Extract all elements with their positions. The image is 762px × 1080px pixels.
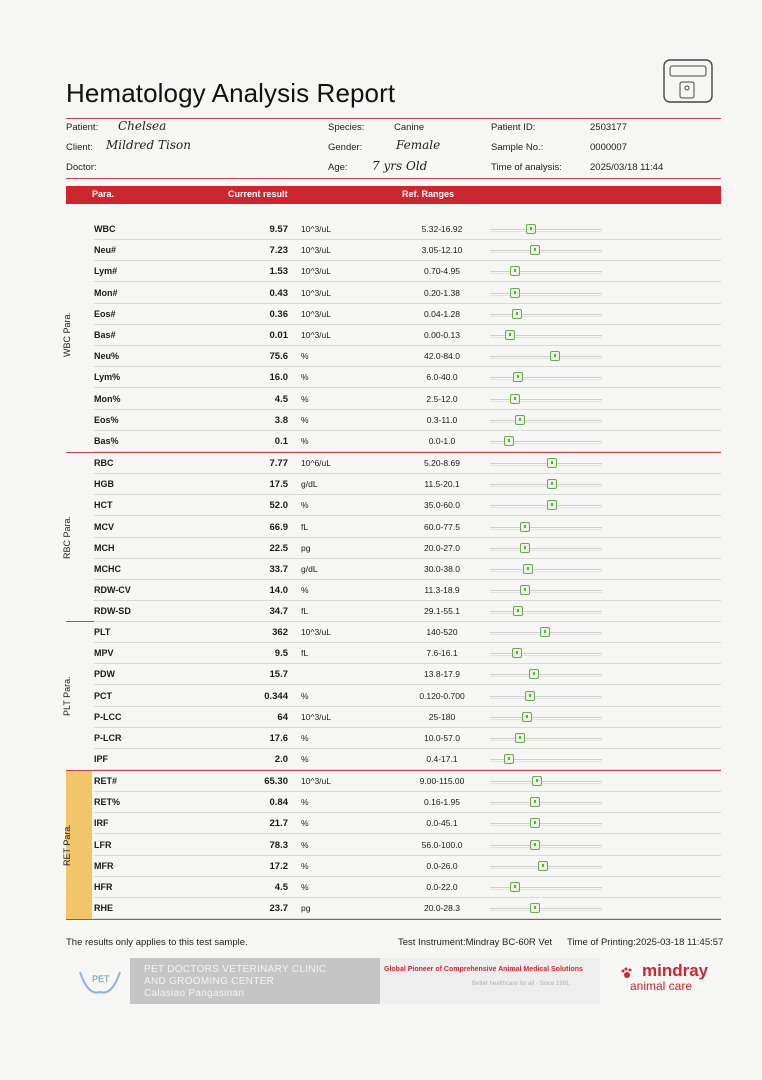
param-name: WBC xyxy=(94,224,116,234)
clinic-name-box xyxy=(130,958,380,1004)
param-unit: 10^3/uL xyxy=(301,224,331,234)
range-track-shadow xyxy=(490,529,602,530)
range-marker-icon xyxy=(520,522,530,532)
table-row xyxy=(66,389,721,410)
param-value: 0.43 xyxy=(269,287,288,299)
table-row xyxy=(66,538,721,559)
param-ref-range: 9.00-115.00 xyxy=(419,776,465,786)
param-ref-range: 7.6-16.1 xyxy=(426,648,458,659)
param-ref-range: 20.0-27.0 xyxy=(424,542,460,553)
param-name: HGB xyxy=(94,479,114,490)
range-track-shadow xyxy=(490,379,602,380)
printing-time: Time of Printing:2025-03-18 11:45:57 xyxy=(567,937,724,948)
param-name: Mon% xyxy=(94,393,121,404)
param-unit: fL xyxy=(301,648,309,659)
sample-no-label: Sample No.: xyxy=(491,142,544,153)
range-track-shadow xyxy=(490,273,602,274)
param-unit: % xyxy=(301,585,309,596)
col-para: Para. xyxy=(92,189,115,199)
range-track xyxy=(490,823,602,824)
param-unit: fL xyxy=(301,521,309,532)
range-track xyxy=(490,420,602,421)
param-value: 23.7 xyxy=(269,903,288,915)
range-marker-icon xyxy=(547,479,557,489)
range-marker-icon xyxy=(550,351,560,361)
client-value: Mildred Tison xyxy=(106,138,191,152)
range-marker-icon xyxy=(520,585,530,595)
param-value: 2.0 xyxy=(274,754,288,766)
param-name: HCT xyxy=(94,500,113,511)
table-row xyxy=(66,707,721,728)
param-ref-range: 10.0-57.0 xyxy=(424,733,460,743)
species-label: Species: xyxy=(328,122,365,133)
range-marker-icon xyxy=(520,543,530,553)
gender-value: Female xyxy=(396,138,441,152)
param-name: RDW-CV xyxy=(94,585,131,596)
range-track-shadow xyxy=(490,698,602,699)
param-name: Neu# xyxy=(94,245,117,256)
range-track xyxy=(490,696,602,697)
param-ref-range: 5.20-8.69 xyxy=(424,458,460,468)
table-row xyxy=(66,304,721,325)
param-name: Neu% xyxy=(94,351,120,362)
table-row xyxy=(66,495,721,516)
range-marker-icon xyxy=(530,797,540,807)
param-unit: g/dL xyxy=(301,479,318,490)
range-track xyxy=(490,527,602,528)
table-row xyxy=(66,622,721,643)
range-marker-icon xyxy=(505,330,515,340)
section-label-wbc: WBC Para. xyxy=(62,311,72,357)
param-value: 66.9 xyxy=(269,521,288,533)
table-row xyxy=(66,367,721,388)
table-row xyxy=(66,898,721,919)
table-row xyxy=(66,728,721,749)
param-value: 22.5 xyxy=(269,542,288,554)
clinic-line-3: Calasiao Pangasinan xyxy=(144,988,245,999)
param-ref-range: 0.0-26.0 xyxy=(426,860,458,871)
param-ref-range: 0.0-1.0 xyxy=(428,436,456,446)
table-row xyxy=(66,559,721,580)
param-name: MCV xyxy=(94,521,114,532)
table-row xyxy=(66,835,721,856)
range-track-shadow xyxy=(490,592,602,593)
table-row xyxy=(66,219,721,240)
range-track-shadow xyxy=(490,550,602,551)
param-ref-range: 0.70-4.95 xyxy=(424,266,460,277)
param-unit: 10^3/uL xyxy=(301,776,331,786)
param-value: 33.7 xyxy=(269,564,288,575)
range-track xyxy=(490,887,602,888)
range-track xyxy=(490,802,602,803)
range-marker-icon xyxy=(513,372,523,382)
param-value: 17.6 xyxy=(269,733,288,744)
range-marker-icon xyxy=(530,903,540,913)
range-marker-icon xyxy=(532,776,542,786)
param-unit: 10^3/uL xyxy=(301,627,331,637)
table-row xyxy=(66,664,721,685)
param-ref-range: 13.8-17.9 xyxy=(424,669,460,680)
param-name: RBC xyxy=(94,458,114,468)
range-track xyxy=(490,229,602,230)
range-track-shadow xyxy=(490,422,602,423)
range-track xyxy=(490,717,602,718)
range-track-shadow xyxy=(490,783,602,784)
param-unit: 10^3/uL xyxy=(301,711,331,722)
range-track-shadow xyxy=(490,231,602,232)
param-name: Lym# xyxy=(94,266,118,277)
range-track-shadow xyxy=(490,804,602,805)
range-track-shadow xyxy=(490,740,602,741)
param-unit: fL xyxy=(301,606,309,617)
range-marker-icon xyxy=(515,733,525,743)
param-value: 78.3 xyxy=(269,839,288,851)
range-track xyxy=(490,908,602,909)
report-title: Hematology Analysis Report xyxy=(66,78,396,108)
range-marker-icon xyxy=(510,266,520,276)
col-current-result: Current result xyxy=(228,189,288,199)
param-name: MCHC xyxy=(94,564,121,574)
range-track xyxy=(490,781,602,782)
client-label: Client: xyxy=(66,142,93,153)
param-ref-range: 0.20-1.38 xyxy=(424,287,460,298)
param-ref-range: 3.05-12.10 xyxy=(421,245,463,256)
mindray-subtagline: Better healthcare for all · Since 1991 xyxy=(472,981,570,987)
info-divider xyxy=(66,178,721,179)
patient-value: Chelsea xyxy=(118,119,167,133)
param-name: PCT xyxy=(94,690,112,701)
param-value: 0.36 xyxy=(269,308,288,320)
param-ref-range: 5.32-16.92 xyxy=(421,224,463,234)
param-ref-range: 11.3-18.9 xyxy=(424,585,460,596)
param-name: RET# xyxy=(94,776,118,786)
range-track xyxy=(490,738,602,739)
time-of-analysis-value: 2025/03/18 11:44 xyxy=(590,162,664,173)
range-track xyxy=(490,271,602,272)
patient-label: Patient: xyxy=(66,122,99,133)
range-track xyxy=(490,590,602,591)
param-ref-range: 0.3-11.0 xyxy=(426,414,458,425)
table-row xyxy=(66,643,721,664)
range-marker-icon xyxy=(522,712,532,722)
age-value: 7 yrs Old xyxy=(372,159,428,173)
table-row xyxy=(66,856,721,877)
clinic-line-2: AND GROOMING CENTER xyxy=(144,976,275,987)
range-track-shadow xyxy=(490,571,602,572)
col-ref-ranges: Ref. Ranges xyxy=(402,189,455,199)
param-value: 0.01 xyxy=(269,330,288,341)
param-value: 9.5 xyxy=(274,648,288,660)
param-name: HFR xyxy=(94,882,113,892)
param-ref-range: 29.1-55.1 xyxy=(424,606,460,617)
param-value: 362 xyxy=(272,627,288,638)
range-track-shadow xyxy=(490,889,602,890)
clinic-line-1: PET DOCTORS VETERINARY CLINIC xyxy=(144,964,327,975)
param-ref-range: 0.0-22.0 xyxy=(426,882,458,892)
param-name: P-LCR xyxy=(94,733,122,743)
table-row xyxy=(66,240,721,261)
range-marker-icon xyxy=(547,458,557,468)
param-name: PDW xyxy=(94,669,115,680)
param-name: MPV xyxy=(94,648,114,659)
range-marker-icon xyxy=(515,415,525,425)
column-header-bar xyxy=(66,186,721,204)
range-marker-icon xyxy=(523,564,533,574)
range-track-shadow xyxy=(490,316,602,317)
param-value: 52.0 xyxy=(269,500,288,512)
param-ref-range: 2.5-12.0 xyxy=(426,393,458,404)
param-value: 3.8 xyxy=(274,414,288,426)
param-ref-range: 56.0-100.0 xyxy=(421,839,463,850)
range-track-shadow xyxy=(490,847,602,848)
param-value: 4.5 xyxy=(274,882,288,893)
table-row xyxy=(66,431,721,452)
param-unit: % xyxy=(301,690,309,701)
range-track xyxy=(490,845,602,846)
param-ref-range: 140-520 xyxy=(426,627,458,637)
patient-id-label: Patient ID: xyxy=(491,122,536,133)
param-unit: % xyxy=(301,860,309,871)
range-marker-icon xyxy=(512,648,522,658)
range-track-shadow xyxy=(490,295,602,296)
mindray-animal-care: animal care xyxy=(630,979,693,993)
param-name: Bas# xyxy=(94,330,116,340)
param-value: 0.1 xyxy=(274,436,288,447)
param-ref-range: 0.16-1.95 xyxy=(424,797,460,808)
param-unit: pg xyxy=(301,903,311,914)
param-value: 17.5 xyxy=(269,479,288,491)
table-row xyxy=(66,453,721,474)
param-unit: % xyxy=(301,882,309,892)
param-value: 16.0 xyxy=(269,372,288,384)
param-unit: % xyxy=(301,351,309,362)
param-value: 17.2 xyxy=(269,860,288,872)
range-track xyxy=(490,314,602,315)
param-ref-range: 42.0-84.0 xyxy=(424,351,460,362)
table-row xyxy=(66,792,721,813)
species-value: Canine xyxy=(394,122,425,133)
param-unit: % xyxy=(301,818,309,829)
range-marker-icon xyxy=(510,394,520,404)
param-value: 75.6 xyxy=(269,351,288,363)
param-name: Eos% xyxy=(94,414,119,425)
param-name: RHE xyxy=(94,903,114,914)
sample-no-value: 0000007 xyxy=(590,142,627,153)
param-value: 14.0 xyxy=(269,585,288,597)
param-name: MFR xyxy=(94,860,114,871)
param-name: Eos# xyxy=(94,308,116,319)
range-marker-icon xyxy=(513,606,523,616)
param-unit: 10^3/uL xyxy=(301,287,331,298)
param-unit: % xyxy=(301,393,309,404)
range-marker-icon xyxy=(525,691,535,701)
param-value: 0.84 xyxy=(269,797,288,809)
mindray-logo: mindray xyxy=(642,961,709,980)
param-value: 21.7 xyxy=(269,818,288,830)
patient-id-value: 2503177 xyxy=(590,122,627,133)
row-divider xyxy=(94,918,721,919)
param-unit: % xyxy=(301,436,309,446)
range-marker-icon xyxy=(538,861,548,871)
range-track-shadow xyxy=(490,252,602,253)
param-unit: 10^3/uL xyxy=(301,245,331,256)
param-ref-range: 0.4-17.1 xyxy=(426,754,458,765)
range-track xyxy=(490,293,602,294)
range-track xyxy=(490,356,602,357)
param-ref-range: 35.0-60.0 xyxy=(424,500,460,511)
param-name: IPF xyxy=(94,754,109,765)
range-marker-icon xyxy=(510,288,520,298)
param-value: 34.7 xyxy=(269,606,288,618)
age-label: Age: xyxy=(328,162,348,173)
table-row xyxy=(66,346,721,367)
clinic-logo-icon xyxy=(74,962,126,1002)
range-track-shadow xyxy=(490,401,602,402)
range-track xyxy=(490,674,602,675)
param-unit: % xyxy=(301,754,309,765)
param-value: 7.77 xyxy=(269,458,288,469)
param-ref-range: 0.0-45.1 xyxy=(426,818,458,829)
table-row xyxy=(66,813,721,834)
analyzer-device-icon xyxy=(660,56,716,104)
range-track-shadow xyxy=(490,655,602,656)
table-row xyxy=(66,517,721,538)
param-ref-range: 30.0-38.0 xyxy=(424,564,460,574)
table-row xyxy=(66,771,721,792)
clinic-logo-text: PET xyxy=(92,974,110,984)
table-row xyxy=(66,580,721,601)
section-label-ret: RET Para. xyxy=(62,824,72,866)
paw-icon xyxy=(620,966,634,980)
param-name: Bas% xyxy=(94,436,119,446)
param-name: Mon# xyxy=(94,287,118,298)
param-ref-range: 0.120-0.700 xyxy=(419,690,465,701)
param-unit: 10^3/uL xyxy=(301,308,331,319)
range-track xyxy=(490,548,602,549)
mindray-tagline: Global Pioneer of Comprehensive Animal Medical Solutions xyxy=(384,966,583,973)
range-marker-icon xyxy=(547,500,557,510)
param-value: 7.23 xyxy=(269,245,288,257)
table-row xyxy=(66,283,721,304)
param-unit: 10^3/uL xyxy=(301,330,331,340)
range-marker-icon xyxy=(526,224,536,234)
param-ref-range: 6.0-40.0 xyxy=(426,372,458,383)
param-unit: 10^6/uL xyxy=(301,458,331,468)
range-track xyxy=(490,399,602,400)
table-row xyxy=(66,325,721,346)
range-marker-icon xyxy=(540,627,550,637)
param-unit: % xyxy=(301,372,309,383)
range-track xyxy=(490,611,602,612)
param-unit: % xyxy=(301,797,309,808)
range-marker-icon xyxy=(512,309,522,319)
param-unit: pg xyxy=(301,542,311,553)
table-row xyxy=(66,474,721,495)
range-marker-icon xyxy=(530,245,540,255)
range-track-shadow xyxy=(490,358,602,359)
range-track-shadow xyxy=(490,613,602,614)
param-ref-range: 11.5-20.1 xyxy=(424,479,460,490)
param-name: MCH xyxy=(94,542,115,553)
range-marker-icon xyxy=(530,818,540,828)
param-name: IRF xyxy=(94,818,109,829)
param-value: 1.53 xyxy=(269,266,288,278)
range-track-shadow xyxy=(490,825,602,826)
section-label-plt: PLT Para. xyxy=(62,676,72,716)
range-marker-icon xyxy=(530,840,540,850)
range-track-shadow xyxy=(490,719,602,720)
disclaimer: The results only applies to this test sample. xyxy=(66,937,248,948)
param-unit: 10^3/uL xyxy=(301,266,331,277)
table-row xyxy=(66,261,721,282)
param-ref-range: 20.0-28.3 xyxy=(424,903,460,914)
param-name: PLT xyxy=(94,627,111,637)
time-of-analysis-label: Time of analysis: xyxy=(491,162,562,173)
param-unit: g/dL xyxy=(301,564,318,574)
param-value: 64 xyxy=(277,711,288,723)
param-name: Lym% xyxy=(94,372,121,383)
test-instrument: Test Instrument:Mindray BC-60R Vet xyxy=(398,937,553,948)
param-name: LFR xyxy=(94,839,112,850)
param-ref-range: 0.04-1.28 xyxy=(424,308,460,319)
param-value: 0.344 xyxy=(264,690,288,702)
table-row xyxy=(66,410,721,431)
param-unit: % xyxy=(301,839,309,850)
param-value: 15.7 xyxy=(269,669,288,681)
param-ref-range: 0.00-0.13 xyxy=(424,330,460,340)
param-unit: % xyxy=(301,500,309,511)
table-row xyxy=(66,686,721,707)
table-row xyxy=(66,749,721,770)
range-track xyxy=(490,653,602,654)
param-value: 65.30 xyxy=(264,776,288,787)
range-marker-icon xyxy=(529,669,539,679)
range-marker-icon xyxy=(504,754,514,764)
range-track xyxy=(490,377,602,378)
range-marker-icon xyxy=(504,436,514,446)
gender-label: Gender: xyxy=(328,142,363,153)
param-value: 4.5 xyxy=(274,393,288,405)
param-ref-range: 25-180 xyxy=(428,711,456,722)
param-name: RDW-SD xyxy=(94,606,131,617)
range-track-shadow xyxy=(490,910,602,911)
param-value: 9.57 xyxy=(269,224,288,235)
param-name: P-LCC xyxy=(94,711,122,722)
param-unit: % xyxy=(301,733,309,743)
range-track xyxy=(490,569,602,570)
table-row xyxy=(66,877,721,898)
section-label-rbc: RBC Para. xyxy=(62,515,72,559)
param-unit: % xyxy=(301,414,309,425)
doctor-label: Doctor: xyxy=(66,162,97,173)
param-name: RET% xyxy=(94,797,121,808)
range-track-shadow xyxy=(490,676,602,677)
range-track xyxy=(490,250,602,251)
range-marker-icon xyxy=(510,882,520,892)
row-divider xyxy=(94,451,721,452)
param-ref-range: 60.0-77.5 xyxy=(424,521,460,532)
table-row xyxy=(66,601,721,622)
